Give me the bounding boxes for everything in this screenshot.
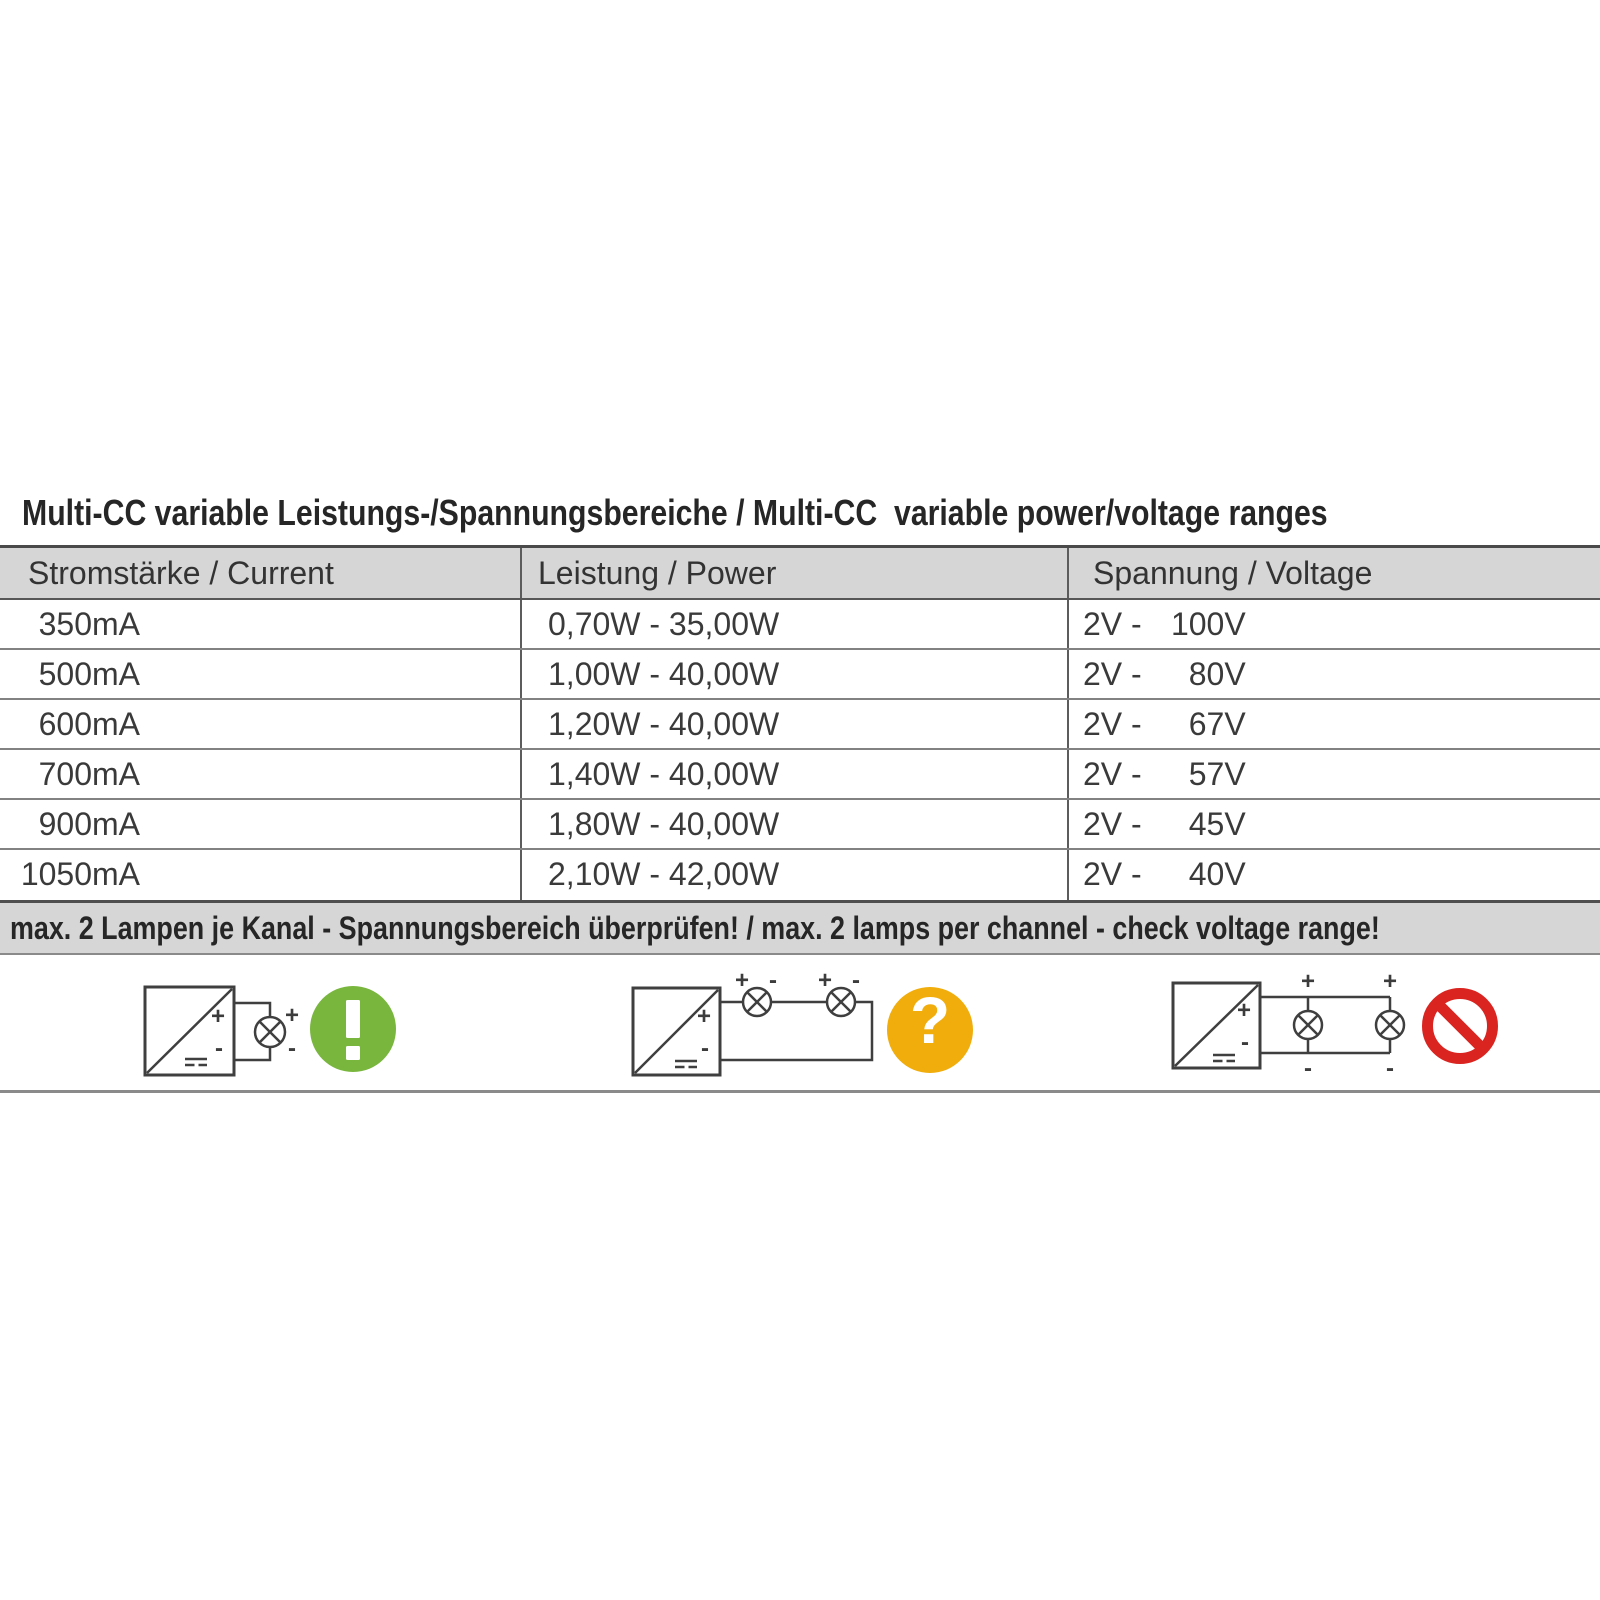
warning-banner-text: max. 2 Lampen je Kanal - Spannungsbereich überprüfen! / max. 2 lamps per channel - check voltage range!	[10, 909, 1380, 946]
power-range: 2,10W - 42,00W	[520, 850, 1067, 900]
table-row	[0, 800, 1600, 850]
minus-label: -	[701, 1035, 709, 1062]
voltage-prefix: 2V -	[1083, 656, 1142, 692]
plus-label: +	[1236, 997, 1252, 1024]
plus-label: +	[734, 970, 750, 994]
current-value: 350mA	[38, 606, 140, 642]
table-row	[0, 650, 1600, 700]
power-range: 1,80W - 40,00W	[520, 800, 1067, 848]
voltage-max: 40V	[1188, 856, 1246, 892]
minus-label: -	[1386, 1055, 1394, 1080]
table-row	[0, 750, 1600, 800]
current-value: 1050mA	[20, 856, 140, 892]
minus-label: -	[1241, 1029, 1249, 1056]
voltage-max: 67V	[1188, 706, 1246, 742]
question-glyph: ?	[909, 987, 951, 1057]
wire	[1260, 997, 1390, 1053]
plus-label: +	[1382, 968, 1398, 995]
power-range: 1,00W - 40,00W	[520, 650, 1067, 698]
plus-label: +	[1300, 968, 1316, 995]
page-title-text: Multi-CC variable Leistungs-/Spannungsbereiche / Multi-CC variable power/voltage ranges	[22, 492, 1328, 533]
circuit-diagrams	[0, 955, 1600, 1090]
minus-label: -	[1304, 1055, 1312, 1080]
header-power: Leistung / Power	[520, 548, 1067, 598]
plus-label: +	[696, 1003, 712, 1030]
voltage-prefix: 2V -	[1083, 706, 1142, 742]
voltage-max: 100V	[1170, 606, 1246, 642]
table-row	[0, 850, 1600, 900]
voltage-max: 57V	[1188, 756, 1246, 792]
question-icon	[887, 987, 973, 1073]
table-row	[0, 600, 1600, 650]
table-header-row	[0, 545, 1600, 600]
plus-label: +	[210, 1003, 226, 1030]
voltage-max: 80V	[1188, 656, 1246, 692]
series-circuit-diagram	[628, 970, 893, 1080]
header-current: Stromstärke / Current	[28, 555, 334, 591]
power-voltage-table	[0, 545, 1600, 900]
voltage-prefix: 2V -	[1083, 806, 1142, 842]
current-value: 900mA	[38, 806, 140, 842]
prohibited-icon	[1421, 987, 1499, 1065]
power-range: 1,40W - 40,00W	[520, 750, 1067, 798]
single-lamp-circuit-diagram	[140, 982, 315, 1082]
voltage-prefix: 2V -	[1083, 856, 1142, 892]
warning-banner	[0, 900, 1600, 955]
voltage-max: 45V	[1188, 806, 1246, 842]
minus-label: -	[215, 1035, 223, 1062]
parallel-circuit-diagram	[1168, 965, 1413, 1080]
ok-exclamation-icon	[310, 986, 396, 1072]
minus-label: -	[288, 1035, 296, 1062]
plus-label: +	[817, 970, 833, 994]
voltage-prefix: 2V -	[1083, 606, 1142, 642]
plus-label: +	[284, 1002, 300, 1029]
power-range: 1,20W - 40,00W	[520, 700, 1067, 748]
minus-label: -	[852, 970, 860, 994]
table-row	[0, 700, 1600, 750]
bottom-divider	[0, 1090, 1600, 1093]
page-title	[22, 490, 1600, 536]
current-value: 500mA	[38, 656, 140, 692]
minus-label: -	[769, 970, 777, 994]
header-voltage: Spannung / Voltage	[1067, 548, 1600, 598]
voltage-prefix: 2V -	[1083, 756, 1142, 792]
power-range: 0,70W - 35,00W	[520, 600, 1067, 648]
current-value: 600mA	[38, 706, 140, 742]
current-value: 700mA	[38, 756, 140, 792]
